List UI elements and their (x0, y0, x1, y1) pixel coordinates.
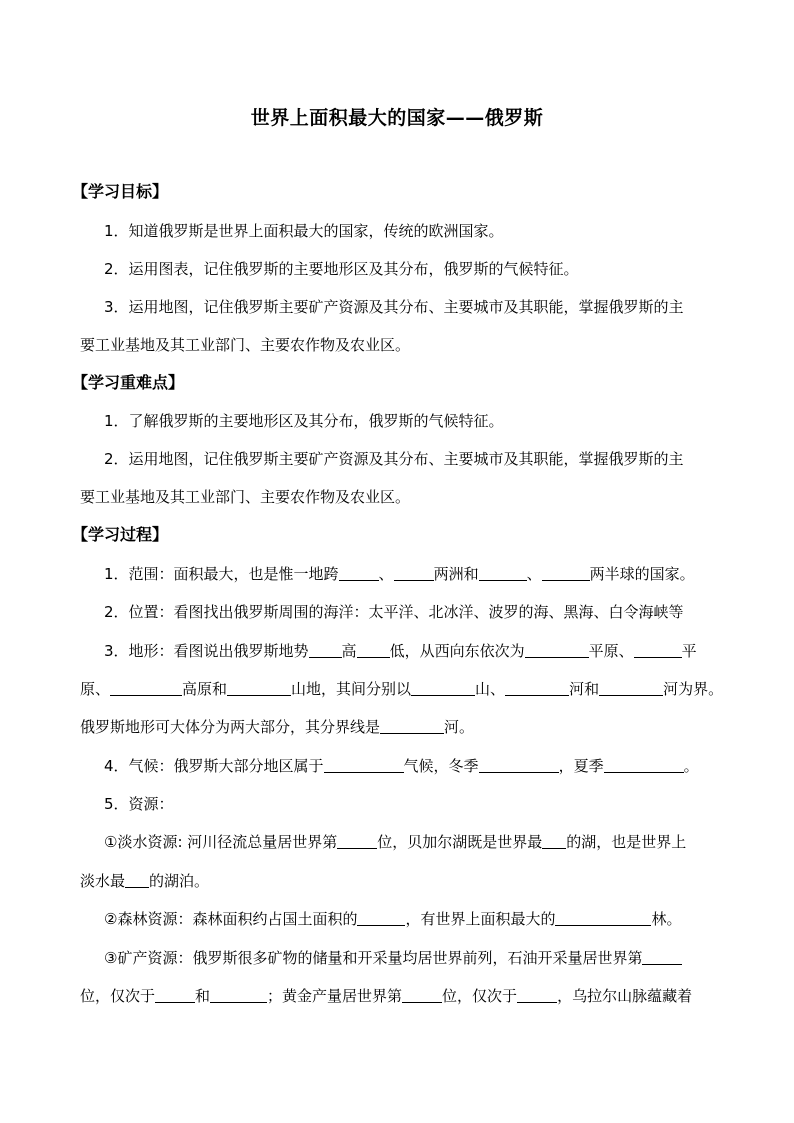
fill-blank[interactable] (599, 680, 663, 696)
terrain-text: 山地，其间分别以 (291, 680, 412, 698)
fill-blank[interactable] (324, 757, 404, 773)
scope-text-1: 1．范围：面积最大，也是惟一地跨 (104, 565, 339, 583)
terrain-text: 高 (341, 642, 357, 660)
fill-blank[interactable] (634, 642, 682, 658)
climate-text: 。 (683, 757, 699, 775)
section-heading-process: 【学习过程】 (72, 525, 169, 544)
terrain-text: 低，从西向东依次为 (389, 642, 525, 660)
fill-blank[interactable] (604, 757, 684, 773)
forest-text: ②森林资源：森林面积约占国土面积的 (104, 910, 358, 928)
process-terrain-line-3 (80, 717, 730, 737)
fill-blank[interactable] (479, 757, 559, 773)
fill-blank[interactable] (110, 680, 182, 696)
terrain-text: 高原和 (182, 680, 228, 698)
water-text: 的湖，也是世界上 (566, 833, 687, 851)
section-heading-goals: 【学习目标】 (72, 182, 169, 201)
fill-blank[interactable] (357, 642, 390, 658)
scope-text-2: 、 (378, 565, 394, 583)
keypoint-item-2-line-2: 要工业基地及其工业部门、主要农作物及农业区。 (80, 488, 411, 506)
fill-blank[interactable] (555, 910, 651, 926)
terrain-text: 3．地形：看图说出俄罗斯地势 (104, 642, 309, 660)
forest-text: ，有世界上面积最大的 (405, 910, 556, 928)
fill-blank[interactable] (411, 680, 475, 696)
keypoint-item-2-line-1: 2．运用地图，记住俄罗斯主要矿产资源及其分布、主要城市及其职能，掌握俄罗斯的主 (104, 450, 684, 468)
fill-blank[interactable] (210, 987, 267, 1003)
water-text: 淡水最 (80, 872, 126, 890)
fill-blank[interactable] (380, 718, 444, 734)
process-location-line: 2．位置：看图找出俄罗斯周围的海洋：太平洋、北冰洋、波罗的海、黑海、白令海峡等 (104, 603, 684, 621)
section-heading-keypoints: 【学习重难点】 (72, 373, 185, 392)
mineral-text: 位，仅次于 (80, 987, 156, 1005)
process-terrain-line-1 (104, 641, 754, 661)
climate-text: 4．气候：俄罗斯大部分地区属于 (104, 757, 324, 775)
goal-item-1: 1．知道俄罗斯是世界上面积最大的国家，传统的欧洲国家。 (104, 222, 504, 240)
page-title: 世界上面积最大的国家——俄罗斯 (250, 107, 544, 129)
forest-text: 林。 (651, 910, 682, 928)
terrain-text: 原、 (80, 680, 111, 698)
fill-blank[interactable] (357, 910, 405, 926)
terrain-text: 平 (681, 642, 697, 660)
mineral-text: 和 (195, 987, 211, 1005)
mineral-text: ；黄金产量居世界第 (267, 987, 403, 1005)
process-terrain-line-2 (80, 679, 730, 699)
fill-blank[interactable] (125, 872, 149, 888)
fill-blank[interactable] (227, 680, 291, 696)
climate-text: ，夏季 (558, 757, 604, 775)
fill-blank[interactable] (542, 833, 566, 849)
water-text: ①淡水资源: 河川径流总量居世界第 (104, 833, 338, 851)
fill-blank[interactable] (402, 987, 442, 1003)
resources-mineral-line-1 (104, 948, 754, 968)
goal-item-2: 2．运用图表，记住俄罗斯的主要地形区及其分布，俄罗斯的气候特征。 (104, 260, 579, 278)
process-climate-line (104, 756, 754, 776)
terrain-text: 平原、 (588, 642, 634, 660)
fill-blank[interactable] (309, 642, 342, 658)
keypoint-item-1: 1．了解俄罗斯的主要地形区及其分布，俄罗斯的气候特征。 (104, 412, 504, 430)
terrain-text: 河为界。 (663, 680, 724, 698)
process-resources-heading: 5．资源： (104, 795, 174, 813)
terrain-text: 俄罗斯地形可大体分为两大部分，其分界线是 (80, 718, 381, 736)
fill-blank[interactable] (394, 565, 434, 581)
mineral-text: ，乌拉尔山脉蕴藏着 (557, 987, 693, 1005)
resources-forest-line (104, 909, 754, 929)
fill-blank[interactable] (505, 680, 569, 696)
goal-item-3-line-1: 3．运用地图，记住俄罗斯主要矿产资源及其分布、主要城市及其职能，掌握俄罗斯的主 (104, 298, 684, 316)
fill-blank[interactable] (337, 833, 377, 849)
fill-blank[interactable] (542, 565, 590, 581)
terrain-text: 山、 (475, 680, 506, 698)
scope-text-3: 两洲和 (433, 565, 479, 583)
resources-water-line-2 (80, 871, 730, 891)
water-text: 的湖泊。 (149, 872, 210, 890)
fill-blank[interactable] (339, 565, 379, 581)
fill-blank[interactable] (642, 949, 682, 965)
fill-blank[interactable] (517, 987, 557, 1003)
terrain-text: 河和 (569, 680, 600, 698)
mineral-text: ③矿产资源：俄罗斯很多矿物的储量和开采量均居世界前列，石油开采量居世界第 (104, 949, 643, 967)
climate-text: 气候，冬季 (403, 757, 479, 775)
process-scope-line (104, 564, 754, 584)
fill-blank[interactable] (479, 565, 527, 581)
fill-blank[interactable] (155, 987, 195, 1003)
fill-blank[interactable] (525, 642, 589, 658)
terrain-text: 河。 (444, 718, 475, 736)
scope-text-4: 、 (526, 565, 542, 583)
resources-mineral-line-2 (80, 986, 730, 1006)
goal-item-3-line-2: 要工业基地及其工业部门、主要农作物及农业区。 (80, 336, 411, 354)
water-text: 位，贝加尔湖既是世界最 (377, 833, 543, 851)
mineral-text: 位，仅次于 (442, 987, 518, 1005)
resources-water-line-1 (104, 832, 754, 852)
scope-text-5: 两半球的国家。 (589, 565, 695, 583)
